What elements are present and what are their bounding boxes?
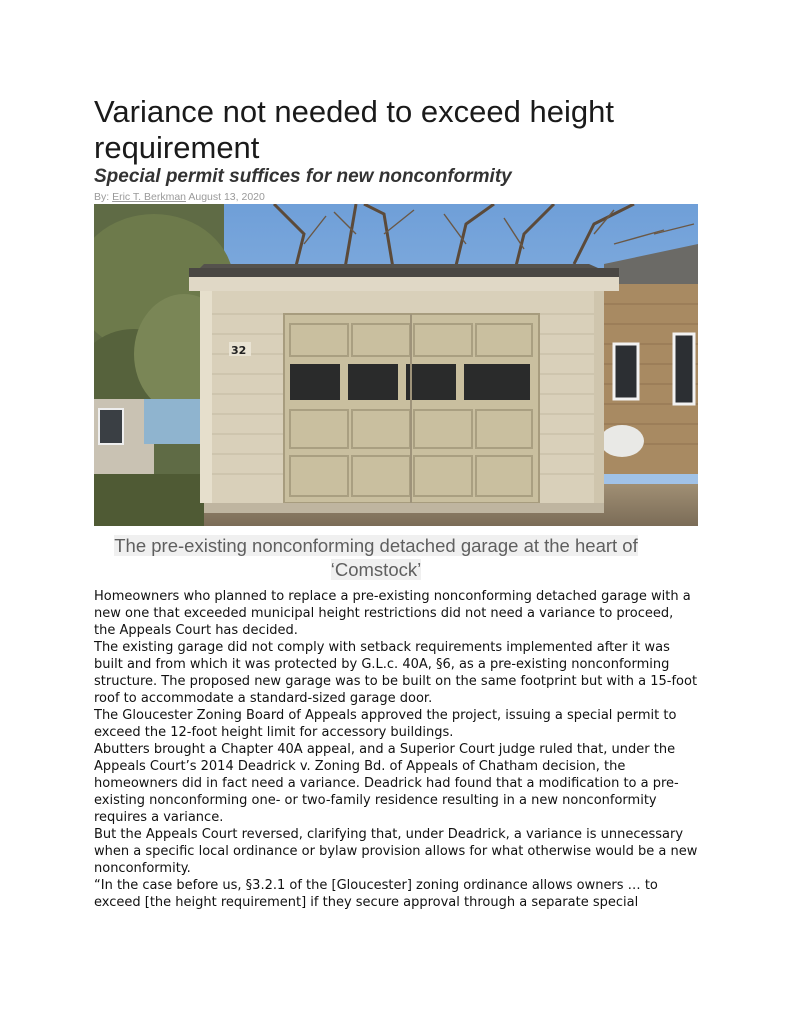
- paragraph: The Gloucester Zoning Board of Appeals approved the project, issuing a special permit to exceed the 12-foot height limit for accessory buildings.: [94, 708, 677, 740]
- byline-prefix: By:: [94, 191, 110, 203]
- paragraph: The existing garage did not comply with setback requirements implemented after it was built and from which it was protected by G.L.c. 40A, §6, as a pre-existing nonconforming structure. The proposed new garage was to be built on the same footprint but with a 15-foot roof to accommodate a standard-sized garage door.: [94, 640, 698, 706]
- paragraph: Homeowners who planned to replace a pre-existing nonconforming detached garage with a new one that exceeded municipal height restrictions did not need a variance to proceed, the Appeals Court has decided.: [94, 589, 691, 638]
- author-link[interactable]: Eric T. Berkman: [112, 191, 187, 203]
- article-body: [94, 588, 698, 911]
- paragraph: “In the case before us, §3.2.1 of the [Gloucester] zoning ordinance allows owners … to exceed [the height requirement] if they secure approval through a separate special: [94, 878, 658, 910]
- paragraph: But the Appeals Court reversed, clarifying that, under Deadrick, a variance is unnecessary when a specific local ordinance or bylaw provision allows for what otherwise would be a new nonconformity.: [94, 827, 698, 876]
- byline: [94, 191, 265, 204]
- house-number: 32: [231, 344, 247, 357]
- article-headline: Variance not needed to exceed height requirement: [94, 94, 614, 165]
- publish-date: August 13, 2020: [188, 191, 265, 203]
- garage-photo: [94, 204, 698, 526]
- paragraph: Abutters brought a Chapter 40A appeal, and a Superior Court judge ruled that, under the Appeals Court’s 2014 Deadrick v. Zoning Bd. of Appeals of Chatham decision, the homeowners did in fact need a variance. Deadrick had found that a modification to a pre-existing nonconforming one- or two-family residence resulting in a new nonconformity requires a variance.: [94, 742, 679, 825]
- article-subhead: Special permit suffices for new nonconformity: [94, 166, 512, 187]
- photo-caption: The pre-existing nonconforming detached garage at the heart of ‘Comstock’: [114, 535, 638, 580]
